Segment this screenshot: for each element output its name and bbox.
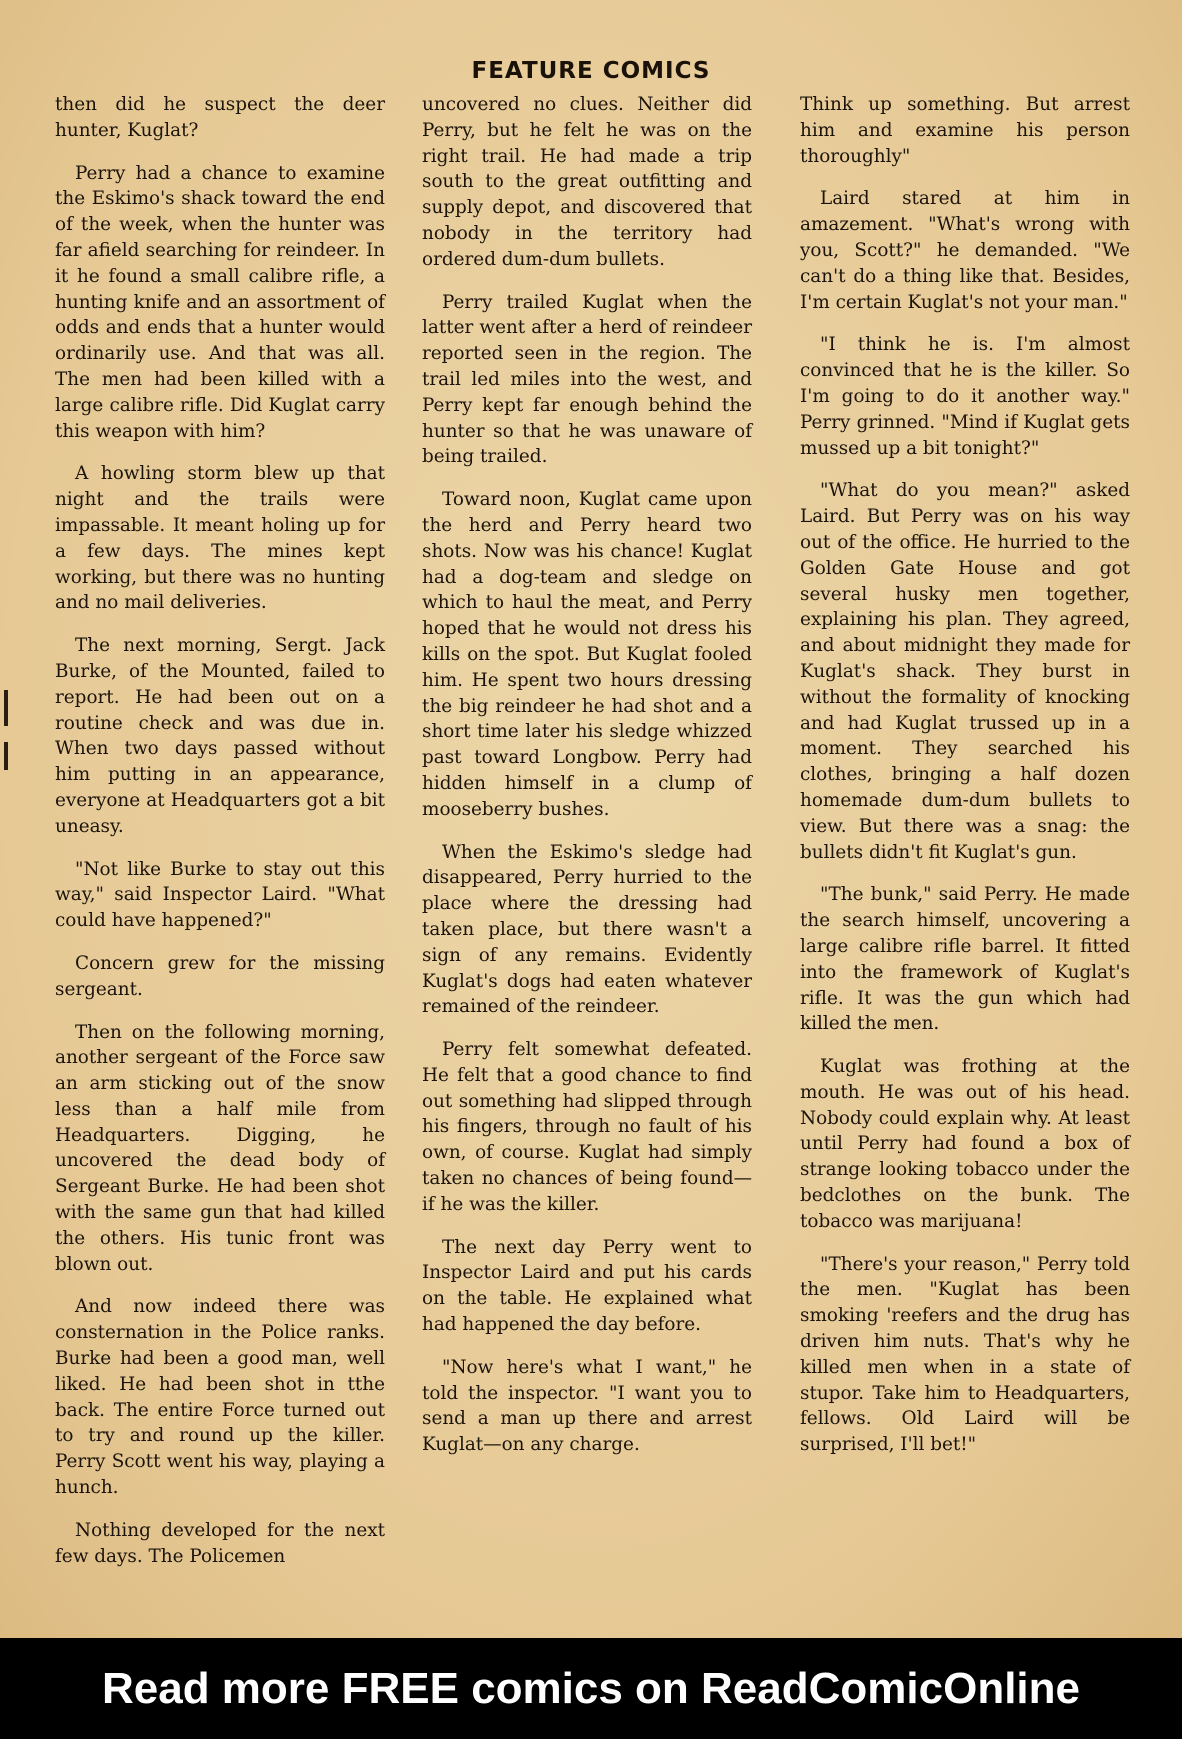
edge-mark [4,690,8,726]
paragraph: Kuglat was frothing at the mouth. He was out of his head. Nobody could explain why. At least until Perry had found a box of strange looking tobacco under the bedclothes on the bunk. The tobacco was marijuana! [800,1056,1130,1232]
page-header: FEATURE COMICS [471,58,711,84]
paragraph: "Now here's what I want," he told the inspector. "I want you to send a man up there and arrest Kuglat—on any charge. [422,1356,752,1456]
paragraph: Perry felt somewhat defeated. He felt that a good chance to find out something had slipped through his fingers, through no fault of his own, of course. Kuglat had simply taken no chances of being found—if he was the killer. [422,1039,752,1215]
edge-mark [4,742,8,770]
paragraph: Perry had a chance to examine the Eskimo's shack toward the end of the week, when the hunter was far afield searching for reindeer. In it he found a small calibre rifle, a hunting knife and an assortment of odds and ends that a hunter would ordinarily use. And that was all. The men had been killed with a large calibre rifle. Did Kuglat carry this weapon with him? [55,162,385,442]
paragraph: And now indeed there was consternation in the Police ranks. Burke had been a good man, well liked. He had been shot in tthe back. The entire Force turned out to try and round up the killer. Perry Scott went his way, playing a hunch. [55,1296,385,1499]
promo-banner[interactable]: Read more FREE comics on ReadComicOnline [0,1638,1182,1739]
text-column-1 [55,92,385,1632]
paragraph: uncovered no clues. Neither did Perry, but he felt he was on the right trail. He had made a trip south to the great outfitting and supply depot, and discovered that nobody in the territory had ordered dum-dum bullets. [422,94,752,270]
paragraph: Think up something. But arrest him and examine his person thoroughly" [800,94,1130,167]
paragraph: Toward noon, Kuglat came upon the herd and Perry heard two shots. Now was his chance! Kuglat had a dog-team and sledge on which to haul the meat, and Perry hoped that he would not dress his kills on the spot. But Kuglat fooled him. He spent two hours dressing the big reindeer he had shot and a short time later his sledge whizzed past toward Longbow. Perry had hidden himself in a clump of mooseberry bushes. [422,489,752,820]
paragraph: "What do you mean?" asked Laird. But Perry was on his way out of the office. He hurried to the Golden Gate House and got several husky men together, explaining his plan. They agreed, and about midnight they made for Kuglat's shack. They burst in without the formality of knocking and had Kuglat trussed up in a moment. They searched his clothes, bringing a half dozen homemade dum-dum bullets to view. But there was a snag: the bullets didn't fit Kuglat's gun. [800,480,1130,863]
paragraph: "Not like Burke to stay out this way," said Inspector Laird. "What could have happened?" [55,858,385,932]
text-column-2 [422,92,752,1632]
paragraph: Then on the following morning, another sergeant of the Force saw an arm sticking out of the snow less than a half mile from Headquarters. Digging, he uncovered the dead body of Sergeant Burke. He had been shot with the same gun that had killed the others. His tunic front was blown out. [55,1021,385,1275]
paragraph: Concern grew for the missing sergeant. [55,952,385,1000]
paragraph: Laird stared at him in amazement. "What's wrong with you, Scott?" he demanded. "We can't do a thing like that. Besides, I'm certain Kuglat's not your man." [800,188,1130,313]
paragraph: "I think he is. I'm almost convinced that he is the killer. So I'm going to do it another way." Perry grinned. "Mind if Kuglat gets mussed up a bit tonight?" [800,334,1130,459]
paragraph: "There's your reason," Perry told the men. "Kuglat has been smoking 'reefers and the drug has driven him nuts. That's why he killed men when in a state of stupor. Take him to Headquarters, fellows. Old Laird will be surprised, I'll bet!" [800,1253,1130,1456]
text-column-3 [800,92,1130,1632]
paragraph: Nothing developed for the next few days. The Policemen [55,1519,385,1567]
paragraph: "The bunk," said Perry. He made the search himself, uncovering a large calibre rifle barrel. It fitted into the framework of Kuglat's rifle. It was the gun which had killed the men. [800,884,1130,1035]
paragraph: When the Eskimo's sledge had disappeared, Perry hurried to the place where the dressing had taken place, but there wasn't a sign of any remains. Evidently Kuglat's dogs had eaten whatever remained of the reindeer. [422,841,752,1018]
paragraph: The next day Perry went to Inspector Laird and put his cards on the table. He explained what had happened the day before. [422,1236,752,1336]
paragraph: The next morning, Sergt. Jack Burke, of the Mounted, failed to report. He had been out on a routine check and was due in. When two days passed without him putting in an appearance, everyone at Headquarters got a bit uneasy. [55,635,385,837]
paragraph: then did he suspect the deer hunter, Kuglat? [55,94,385,141]
paragraph: A howling storm blew up that night and the trails were impassable. It meant holing up for a few days. The mines kept working, but there was no hunting and no mail deliveries. [55,463,385,614]
paragraph: Perry trailed Kuglat when the latter went after a herd of reindeer reported seen in the region. The trail led miles into the west, and Perry kept far enough behind the hunter so that he was unaware of being trailed. [422,291,752,468]
